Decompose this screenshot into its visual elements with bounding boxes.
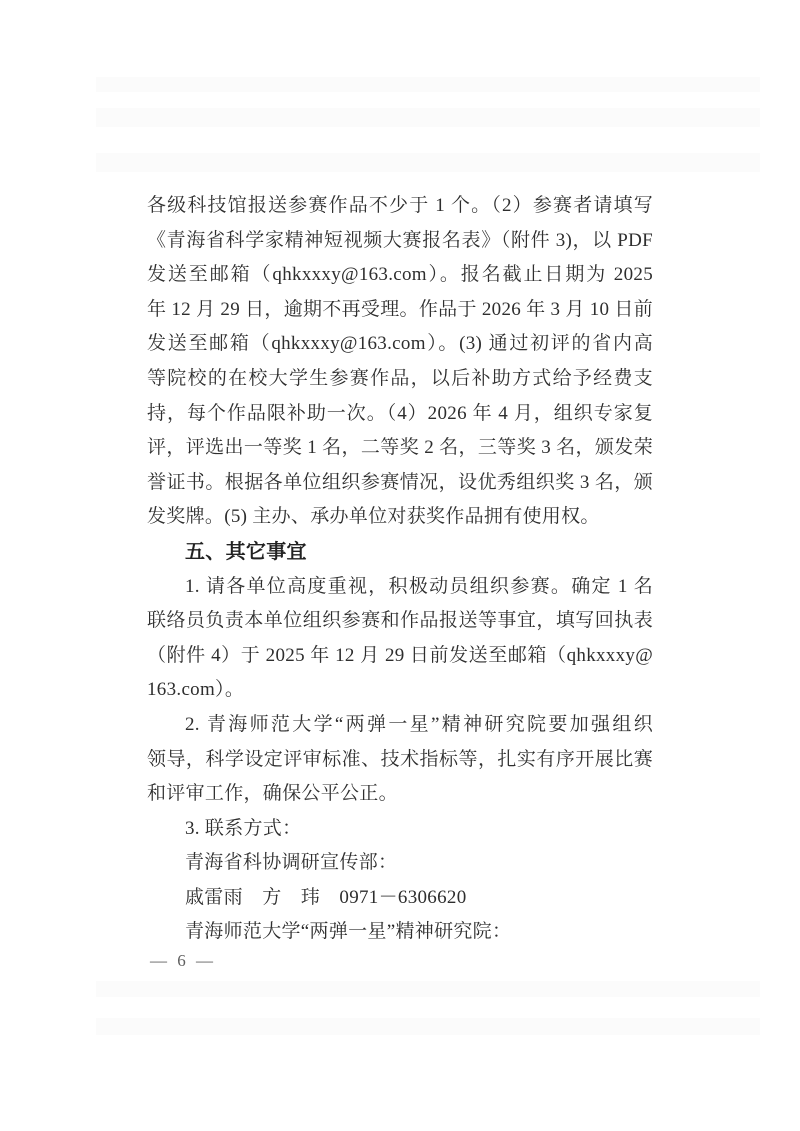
- document-line: 《青海省科学家精神短视频大赛报名表》（附件 3)，以 PDF: [147, 229, 653, 251]
- document-line: 163.com）。: [147, 679, 245, 701]
- document-line: 评，评选出一等奖 1 名，二等奖 2 名，三等奖 3 名，颁发荣: [147, 437, 653, 459]
- document-line: 发送至邮箱（qhkxxxy@163.com）。(3) 通过初评的省内高: [147, 333, 653, 355]
- scan-artifact-band: [96, 108, 760, 127]
- document-line: 发送至邮箱（qhkxxxy@163.com）。报名截止日期为 2025: [147, 264, 653, 286]
- document-line: 青海省科协调研宣传部：: [185, 852, 398, 874]
- document-line: 联络员负责本单位组织参赛和作品报送等事宜，填写回执表: [147, 610, 653, 632]
- document-line: 1. 请各单位高度重视，积极动员组织参赛。确定 1 名: [185, 575, 653, 597]
- document-line: 和评审工作，确保公平公正。: [147, 783, 398, 805]
- document-line: 青海师范大学“两弹一星”精神研究院：: [185, 921, 512, 943]
- scan-artifact-band: [96, 153, 760, 172]
- scan-artifact-band: [96, 77, 760, 92]
- document-line: 年 12 月 29 日，逾期不再受理。作品于 2026 年 3 月 10 日前: [147, 298, 653, 320]
- document-body: [147, 189, 653, 950]
- page-number: — 6 —: [150, 951, 216, 970]
- document-line: （附件 4）于 2025 年 12 月 29 日前发送至邮箱（qhkxxxy@: [147, 644, 653, 666]
- document-line: 发奖牌。(5) 主办、承办单位对获奖作品拥有使用权。: [147, 506, 600, 528]
- document-line: 领导，科学设定评审标准、技术指标等，扎实有序开展比赛: [147, 748, 653, 770]
- document-line: 各级科技馆报送参赛作品不少于 1 个。（2）参赛者请填写: [147, 195, 653, 216]
- scan-artifact-band: [96, 981, 760, 997]
- document-line: 3. 联系方式：: [185, 817, 302, 839]
- scan-artifact-band: [96, 1018, 760, 1035]
- contact-names-phone-line: 戚雷雨 方 玮 0971－6306620: [185, 886, 467, 908]
- document-line: 2. 青海师范大学“两弹一星”精神研究院要加强组织: [185, 713, 653, 735]
- document-line: 誉证书。根据各单位组织参赛情况，设优秀组织奖 3 名，颁: [147, 471, 653, 493]
- document-line: 等院校的在校大学生参赛作品，以后补助方式给予经费支: [147, 367, 653, 389]
- section-heading-other-matters: 五、其它事宜: [185, 540, 307, 563]
- document-line: 持，每个作品限补助一次。（4）2026 年 4 月，组织专家复: [147, 402, 653, 424]
